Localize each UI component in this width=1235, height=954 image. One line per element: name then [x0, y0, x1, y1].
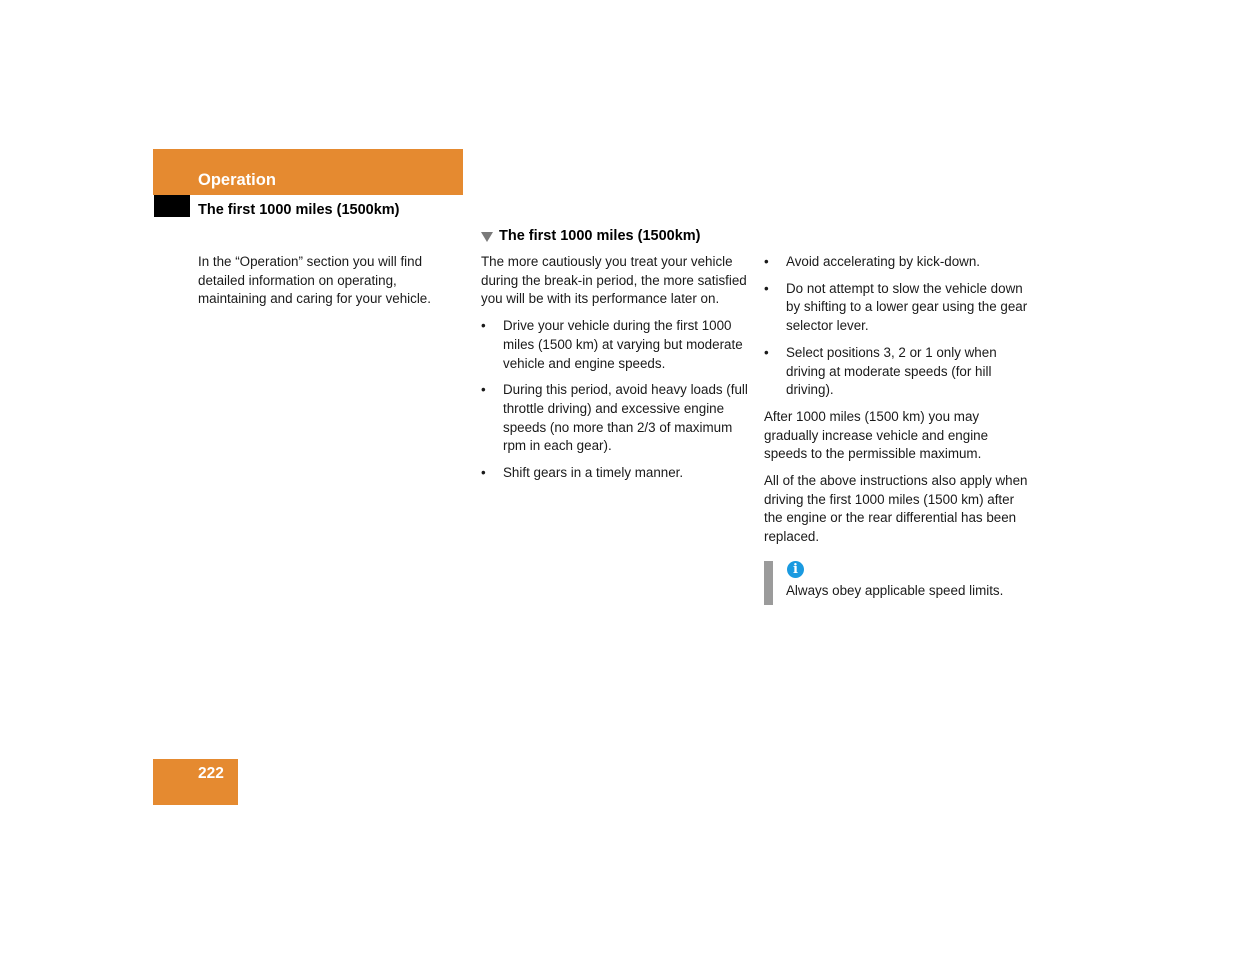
info-icon: i: [787, 561, 804, 578]
list-item: • Select positions 3, 2 or 1 only when driving at moderate speeds (for hill driving).: [764, 344, 997, 398]
page-subtitle: The first 1000 miles (1500km): [198, 202, 400, 218]
section-heading-text: The first 1000 miles (1500km): [499, 228, 701, 244]
section-heading: [481, 227, 701, 245]
section-marker-tab: [154, 195, 190, 217]
driving-tips-list: [764, 253, 1034, 400]
bullet-icon: •: [481, 382, 486, 398]
note-bar: [764, 561, 773, 605]
section-title: Operation: [198, 171, 276, 189]
bullet-icon: •: [764, 254, 769, 269]
break-in-paragraph: The more cautiously you treat your vehicle during the break-in period, the more satisfied you will be with its performance later on.: [481, 254, 747, 307]
list-item: • Do not attempt to slow the vehicle down by shifting to a lower gear using the gear selector lever.: [764, 280, 1028, 334]
list-item: • Shift gears in a timely manner.: [481, 464, 749, 483]
page-number: 222: [198, 765, 224, 782]
bullet-icon: •: [481, 318, 486, 334]
after-break-in-paragraph: After 1000 miles (1500 km) you may gradually increase vehicle and engine speeds to the permissible maximum.: [764, 408, 989, 462]
column-right: [764, 253, 1034, 605]
list-item: • Avoid accelerating by kick-down.: [764, 253, 1034, 272]
intro-paragraph: In the “Operation” section you will find detailed information on operating, maintaining and caring for your vehicle.: [198, 254, 431, 307]
page-number-bar: [153, 759, 238, 805]
bullet-icon: •: [481, 465, 486, 481]
list-item: • During this period, avoid heavy loads (full throttle driving) and excessive engine speeds (no more than 2/3 of maximum rpm in each gear).: [481, 382, 748, 454]
bullet-icon: •: [764, 344, 769, 360]
info-note: [764, 561, 1034, 605]
note-text: Always obey applicable speed limits.: [786, 582, 1004, 598]
triangle-down-icon: [481, 232, 493, 242]
list-item: • Drive your vehicle during the first 1000 miles (1500 km) at varying but moderate vehicle and engine speeds.: [481, 318, 743, 371]
replacement-paragraph: All of the above instructions also apply when driving the first 1000 miles (1500 km) after the engine or the rear differential has been replaced.: [764, 473, 1028, 545]
bullet-icon: •: [764, 280, 769, 296]
column-middle: [481, 253, 749, 491]
break-in-list: [481, 317, 749, 483]
